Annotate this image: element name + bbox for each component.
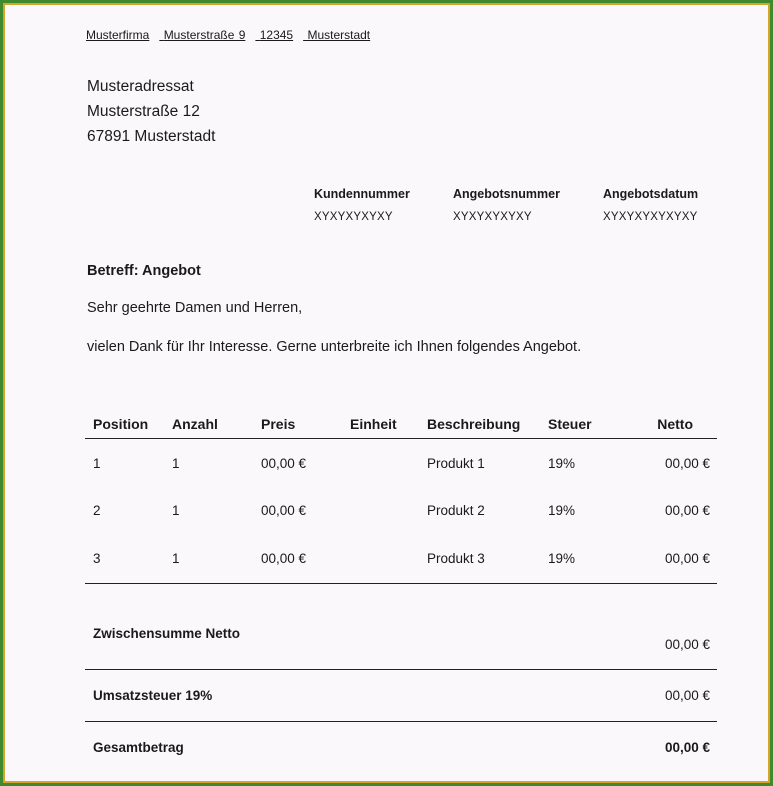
salutation: Sehr geehrte Damen und Herren, <box>87 300 303 316</box>
subtotal-label: Zwischensumme Netto <box>93 626 241 641</box>
sender-street: Musterstraße 9 <box>163 28 246 42</box>
tax-label: Umsatzsteuer 19% <box>93 688 213 703</box>
row-beschreibung: Produkt 1 <box>427 456 485 471</box>
offer-number-label: Angebotsnummer <box>453 187 560 201</box>
subtotal-value: 00,00 € <box>664 637 710 652</box>
recipient-name: Musteradressat <box>87 78 194 95</box>
total-value: 00,00 € <box>664 740 710 755</box>
row-anzahl: 1 <box>172 456 180 471</box>
sender-line <box>86 28 380 42</box>
tax-divider <box>85 721 717 722</box>
row-anzahl: 1 <box>172 551 180 566</box>
sender-company: Musterfirma <box>86 28 150 42</box>
subject-line: Betreff: Angebot <box>87 263 201 279</box>
customer-number-value: XYXYXYXYXY <box>314 211 393 223</box>
intro-text: vielen Dank für Ihr Interesse. Gerne unterbreite ich Ihnen folgendes Angebot. <box>87 339 582 355</box>
table-header-netto: Netto <box>657 416 693 432</box>
row-preis: 00,00 € <box>261 503 307 518</box>
row-position: 3 <box>93 551 101 566</box>
table-header-anzahl: Anzahl <box>172 416 218 432</box>
offer-date-value: XYXYXYXYXYXY <box>603 211 698 223</box>
row-beschreibung: Produkt 2 <box>427 503 485 518</box>
table-header-einheit: Einheit <box>350 416 397 432</box>
row-position: 1 <box>93 456 101 471</box>
table-bottom-divider <box>85 583 717 584</box>
sender-zip: 12345 <box>259 28 294 42</box>
row-steuer: 19% <box>548 551 576 566</box>
row-steuer: 19% <box>548 503 576 518</box>
table-header-beschreibung: Beschreibung <box>427 416 521 432</box>
table-header-position: Position <box>93 416 149 432</box>
table-header-steuer: Steuer <box>548 416 592 432</box>
tax-value: 00,00 € <box>664 688 710 703</box>
row-preis: 00,00 € <box>261 456 307 471</box>
subtotal-divider <box>85 669 717 670</box>
row-preis: 00,00 € <box>261 551 307 566</box>
row-position: 2 <box>93 503 101 518</box>
table-header-preis: Preis <box>261 416 296 432</box>
offer-date-label: Angebotsdatum <box>603 187 699 201</box>
offer-number-value: XYXYXYXYXY <box>453 211 532 223</box>
total-label: Gesamtbetrag <box>93 740 184 755</box>
row-netto: 00,00 € <box>664 503 710 518</box>
table-header-divider <box>85 438 717 439</box>
row-netto: 00,00 € <box>664 551 710 566</box>
recipient-street: Musterstraße 12 <box>87 103 200 120</box>
recipient-city: 67891 Musterstadt <box>87 128 216 145</box>
sender-city: Musterstadt <box>307 28 371 42</box>
row-steuer: 19% <box>548 456 576 471</box>
row-beschreibung: Produkt 3 <box>427 551 485 566</box>
row-netto: 00,00 € <box>664 456 710 471</box>
row-anzahl: 1 <box>172 503 180 518</box>
customer-number-label: Kundennummer <box>314 187 410 201</box>
